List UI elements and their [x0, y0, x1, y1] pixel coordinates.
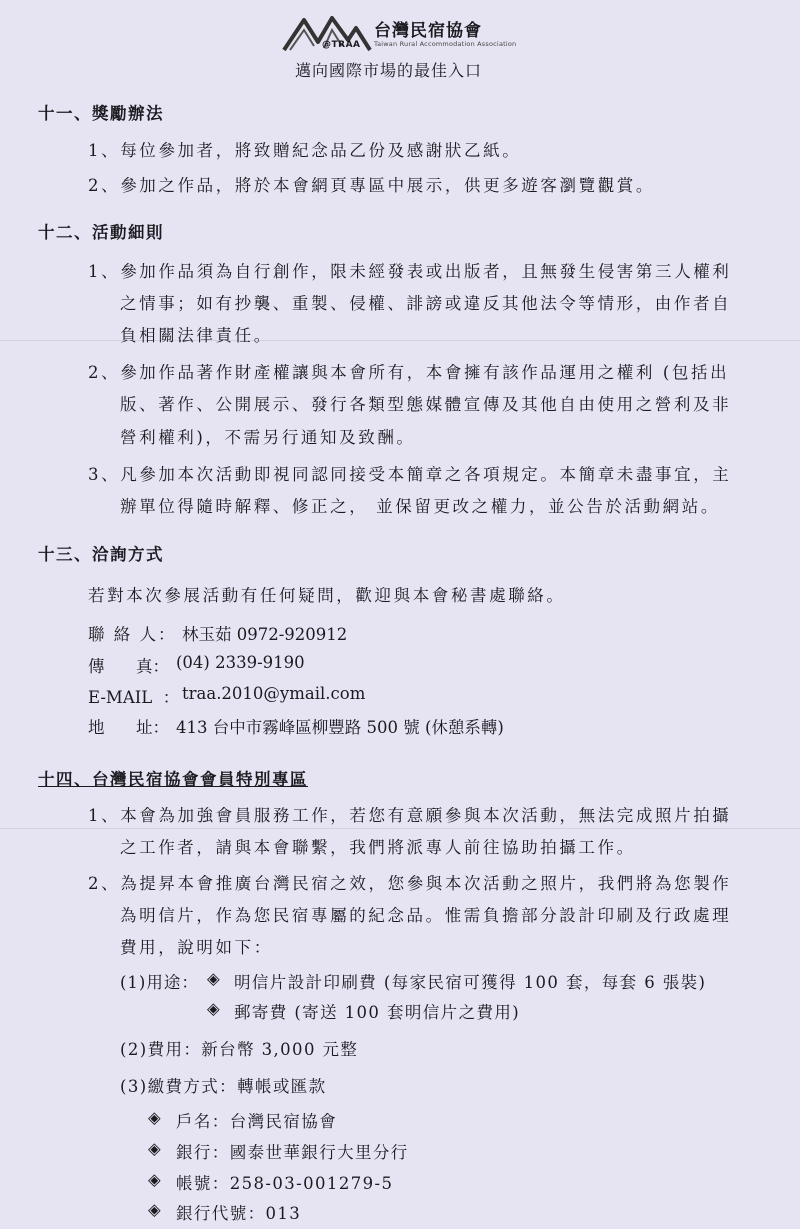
paragraph-line: 為明信片，作為您民宿專屬的紀念品。惟需負擔部分設計印刷及行政處理 [120, 906, 732, 925]
contact-label: E-MAIL ： [88, 688, 180, 707]
org-name: 台灣民宿協會 [374, 21, 482, 41]
usage-item: 郵寄費 (寄送 100 套明信片之費用) [234, 1003, 521, 1022]
contact-value: 413 台中市霧峰區柳豐路 500 號 (休憩系轉) [176, 718, 504, 737]
contact-label: 傳 真： [88, 657, 169, 676]
bullet-icon: ◈ [148, 1200, 161, 1219]
section-heading: 十二、活動細則 [38, 223, 164, 242]
bullet-icon: ◈ [207, 969, 220, 988]
paragraph-line: 營利權利)，不需另行通知及致酬。 [120, 428, 416, 447]
section-heading: 十三、洽詢方式 [38, 545, 164, 564]
slogan: 邁向國際市場的最佳入口 [295, 61, 483, 80]
section-heading: 十一、獎勵辦法 [38, 104, 164, 123]
paragraph-line: 負相關法律責任。 [120, 326, 273, 345]
logo-tag: @TRAA [322, 40, 361, 50]
usage-label: (1)用途： [120, 973, 199, 992]
org-english-name: Taiwan Rural Accommodation Association [374, 40, 517, 48]
contact-value: (04) 2339-9190 [176, 653, 305, 672]
payment-line: (3)繳費方式：轉帳或匯款 [120, 1077, 327, 1096]
section-heading: 十四、台灣民宿協會會員特別專區 [38, 770, 308, 789]
bullet-icon: ◈ [148, 1139, 161, 1158]
paragraph-line: 2、為提昇本會推廣台灣民宿之效，您參與本次活動之照片，我們將為您製作 [88, 874, 732, 893]
paragraph-line: 若對本次參展活動有任何疑問，歡迎與本會秘書處聯絡。 [88, 586, 566, 605]
paragraph-line: 3、凡參加本次活動即視同認同接受本簡章之各項規定。本簡章未盡事宜，主 [88, 465, 732, 484]
paragraph-line: 之工作者，請與本會聯繫，我們將派專人前往協助拍攝工作。 [120, 838, 636, 857]
contact-email: traa.2010@ymail.com [182, 684, 366, 703]
bank-item: 戶名：台灣民宿協會 [176, 1112, 338, 1131]
bullet-icon: ◈ [148, 1170, 161, 1189]
bullet-icon: ◈ [148, 1108, 161, 1127]
contact-label: 聯 絡 人： [88, 625, 177, 644]
bank-item: 銀行：國泰世華銀行大里分行 [176, 1143, 409, 1162]
paragraph-line: 費用，說明如下： [120, 938, 273, 957]
paper-crease [0, 828, 800, 829]
paragraph-line: 1、參加作品須為自行創作，限未經發表或出版者，且無發生侵害第三人權利 [88, 262, 732, 281]
paragraph-line: 辦單位得隨時解釋、修正之， 並保留更改之權力，並公告於活動網站。 [120, 497, 720, 516]
paragraph-line: 版、著作、公開展示、發行各類型態媒體宣傳及其他自由使用之營利及非 [120, 395, 732, 414]
contact-label: 地 址： [88, 718, 169, 737]
paragraph-line: 2、參加作品著作財產權讓與本會所有，本會擁有該作品運用之權利 (包括出 [88, 363, 730, 382]
bank-item: 帳號：258-03-001279-5 [176, 1174, 394, 1193]
usage-item: 明信片設計印刷費 (每家民宿可獲得 100 套，每套 6 張裝) [234, 973, 707, 992]
paragraph-line: 之情事；如有抄襲、重製、侵權、誹謗或違反其他法令等情形，由作者自 [120, 294, 732, 313]
fee-line: (2)費用：新台幣 3,000 元整 [120, 1040, 359, 1059]
bank-item: 銀行代號：013 [176, 1204, 302, 1223]
paragraph-line: 1、每位參加者，將致贈紀念品乙份及感謝狀乙紙。 [88, 141, 522, 160]
paragraph-line: 2、參加之作品，將於本會網頁專區中展示，供更多遊客瀏覽觀賞。 [88, 176, 655, 195]
contact-value: 林玉茹 0972-920912 [182, 625, 348, 644]
bullet-icon: ◈ [207, 999, 220, 1018]
paragraph-line: 1、本會為加強會員服務工作，若您有意願參與本次活動，無法完成照片拍攝 [88, 806, 732, 825]
